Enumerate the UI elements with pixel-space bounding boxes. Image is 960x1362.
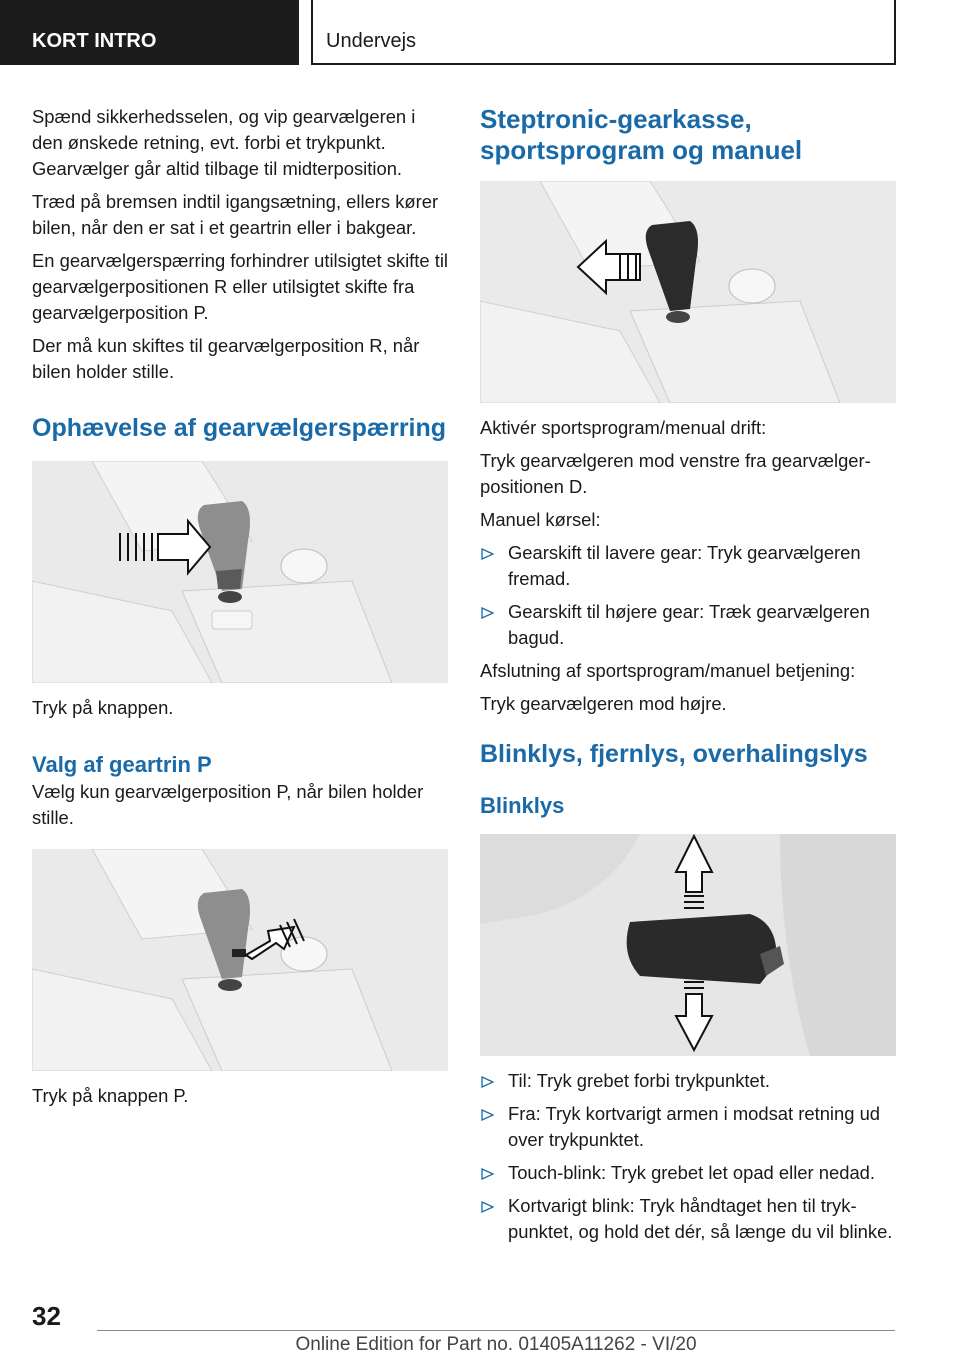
chapter-title: Undervejs <box>326 30 417 52</box>
heading-unlock: Ophævelse af gearvælgerspærring <box>32 414 447 442</box>
paragraph-push-right: Tryk gearvælgeren mod højre. <box>480 693 727 714</box>
section-title: KORT INTRO <box>32 30 157 52</box>
list-item <box>480 1068 896 1094</box>
list-item <box>480 1160 896 1186</box>
triangle-right-outline-icon <box>481 1201 494 1213</box>
paragraph-lock: En gearvælgerspærring forhindrer utilsigtet skifte til gearvælgerpositionen R eller utilsigtet skifte fra gearvælgerposition P. <box>32 250 449 323</box>
figure-unlock-button <box>32 461 448 683</box>
triangle-right-outline-icon <box>481 607 494 619</box>
chapter-tab <box>311 0 896 65</box>
paragraph-brake: Træd på bremsen indtil igangsætning, ellers kører bilen, når den er sat i et geartrin eller i bakgear. <box>32 191 439 238</box>
triangle-right-outline-icon <box>481 1076 494 1088</box>
paragraph-park: Vælg kun gearvælgerposition P, når bilen holder stille. <box>32 781 424 828</box>
paragraph-end-sport: Afslutning af sportsprogram/manuel betjening: <box>480 660 856 681</box>
caption-unlock: Tryk på knappen. <box>32 697 174 718</box>
paragraph-push-left: Tryk gearvælgeren mod venstre fra gearvælgerpositionen D. <box>480 450 871 497</box>
triangle-right-outline-icon <box>481 1109 494 1121</box>
triangle-right-outline-icon <box>481 548 494 560</box>
list-item <box>480 599 896 651</box>
heading-park: Valg af geartrin P <box>32 752 212 777</box>
figure-steptronic <box>480 181 896 403</box>
right-column <box>480 104 896 1252</box>
list-item-text: Gearskift til lavere gear: Tryk gearvælgeren fremad. <box>508 542 861 589</box>
list-item <box>480 1193 896 1245</box>
list-item <box>480 1101 896 1153</box>
triangle-right-outline-icon <box>481 1168 494 1180</box>
list-item-text: Kortvarigt blink: Tryk håndtaget hen til trykpunktet, og hold det dér, så længe du vil blinke. <box>508 1195 893 1242</box>
page-number: 32 <box>32 1301 61 1331</box>
list-item-text: Touch-blink: Tryk grebet let opad eller nedad. <box>508 1162 876 1183</box>
figure-turn-signal <box>480 834 896 1056</box>
manual-list <box>480 540 896 651</box>
section-tab <box>0 0 299 65</box>
heading-turn-signal: Blinklys <box>480 793 565 818</box>
footer-edition: Online Edition for Part no. 01405A11262 - VI/20 <box>295 1334 697 1355</box>
list-item-text: Fra: Tryk kortvarigt armen i modsat retning ud over trykpunktet. <box>508 1103 881 1150</box>
paragraph-seatbelt: Spænd sikkerhedsselen, og vip gearvælgeren i den ønskede retning, evt. forbi et trykpunkt. Gearvælger går altid tilbage til midterposition. <box>32 106 416 179</box>
list-item-text: Gearskift til højere gear: Træk gearvælgeren bagud. <box>508 601 870 648</box>
turn-signal-list <box>480 1068 896 1245</box>
list-item <box>480 540 896 592</box>
heading-lights: Blinklys, fjernlys, overhalingslys <box>480 740 868 768</box>
heading-steptronic: Steptronic-gearkasse, sportsprogram og manuel <box>480 104 803 165</box>
footer-divider <box>97 1330 895 1331</box>
list-item-text: Til: Tryk grebet forbi trykpunktet. <box>508 1070 770 1091</box>
caption-park: Tryk på knappen P. <box>32 1085 189 1106</box>
figure-park-button <box>32 849 448 1071</box>
paragraph-activate: Aktivér sportsprogram/menual drift: <box>480 417 767 438</box>
left-column <box>32 104 448 1116</box>
paragraph-manual: Manuel kørsel: <box>480 509 601 530</box>
paragraph-reverse: Der må kun skiftes til gearvælgerposition R, når bilen holder stille. <box>32 335 420 382</box>
